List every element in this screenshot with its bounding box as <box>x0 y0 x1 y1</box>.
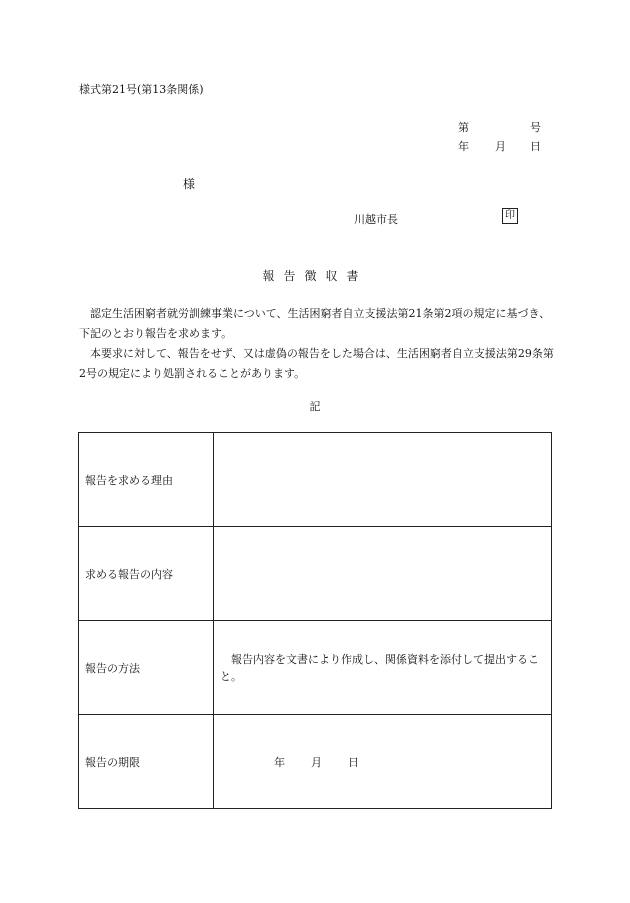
document-number-suffix: 号 <box>530 121 541 134</box>
body-paragraph-2: 本要求に対して、報告をせず、又は虚偽の報告をした場合は、生活困窮者自立支援法第29条第2号の規定により処罰されることがあります。 <box>79 347 554 380</box>
body-text <box>79 304 557 384</box>
addressee-suffix: 様 <box>183 177 196 191</box>
document-title: 報告徴収書 <box>262 269 368 283</box>
table-row <box>79 433 552 527</box>
table-row <box>79 527 552 621</box>
ki-heading: 記 <box>309 400 321 413</box>
body-paragraph-1: 認定生活困窮者就労訓練事業について、生活困窮者自立支援法第21条第2項の規定に基づき、下記のとおり報告を求めます。 <box>79 307 551 340</box>
seal-stamp: 印 <box>502 208 518 224</box>
table-row <box>79 715 552 809</box>
form-number: 様式第21号(第13条関係) <box>79 83 204 96</box>
date-day-label: 日 <box>530 140 541 153</box>
deadline-month-label: 月 <box>311 755 322 769</box>
row-label: 報告の方法 <box>79 621 214 715</box>
row-label: 報告を求める理由 <box>79 433 214 527</box>
document-number-prefix: 第 <box>458 121 469 134</box>
deadline-date <box>214 715 552 809</box>
row-label: 報告の期限 <box>79 715 214 809</box>
row-value <box>214 527 552 621</box>
row-value <box>214 433 552 527</box>
row-value: 報告内容を文書により作成し、関係資料を添付して提出すること。 <box>214 621 552 715</box>
deadline-day-label: 日 <box>348 755 359 769</box>
report-items-table <box>78 432 552 809</box>
deadline-year-label: 年 <box>274 755 285 769</box>
row-label: 求める報告の内容 <box>79 527 214 621</box>
issuer-name: 川越市長 <box>354 213 398 226</box>
date-month-label: 月 <box>495 140 506 153</box>
date-year-label: 年 <box>458 140 469 153</box>
table-row <box>79 621 552 715</box>
